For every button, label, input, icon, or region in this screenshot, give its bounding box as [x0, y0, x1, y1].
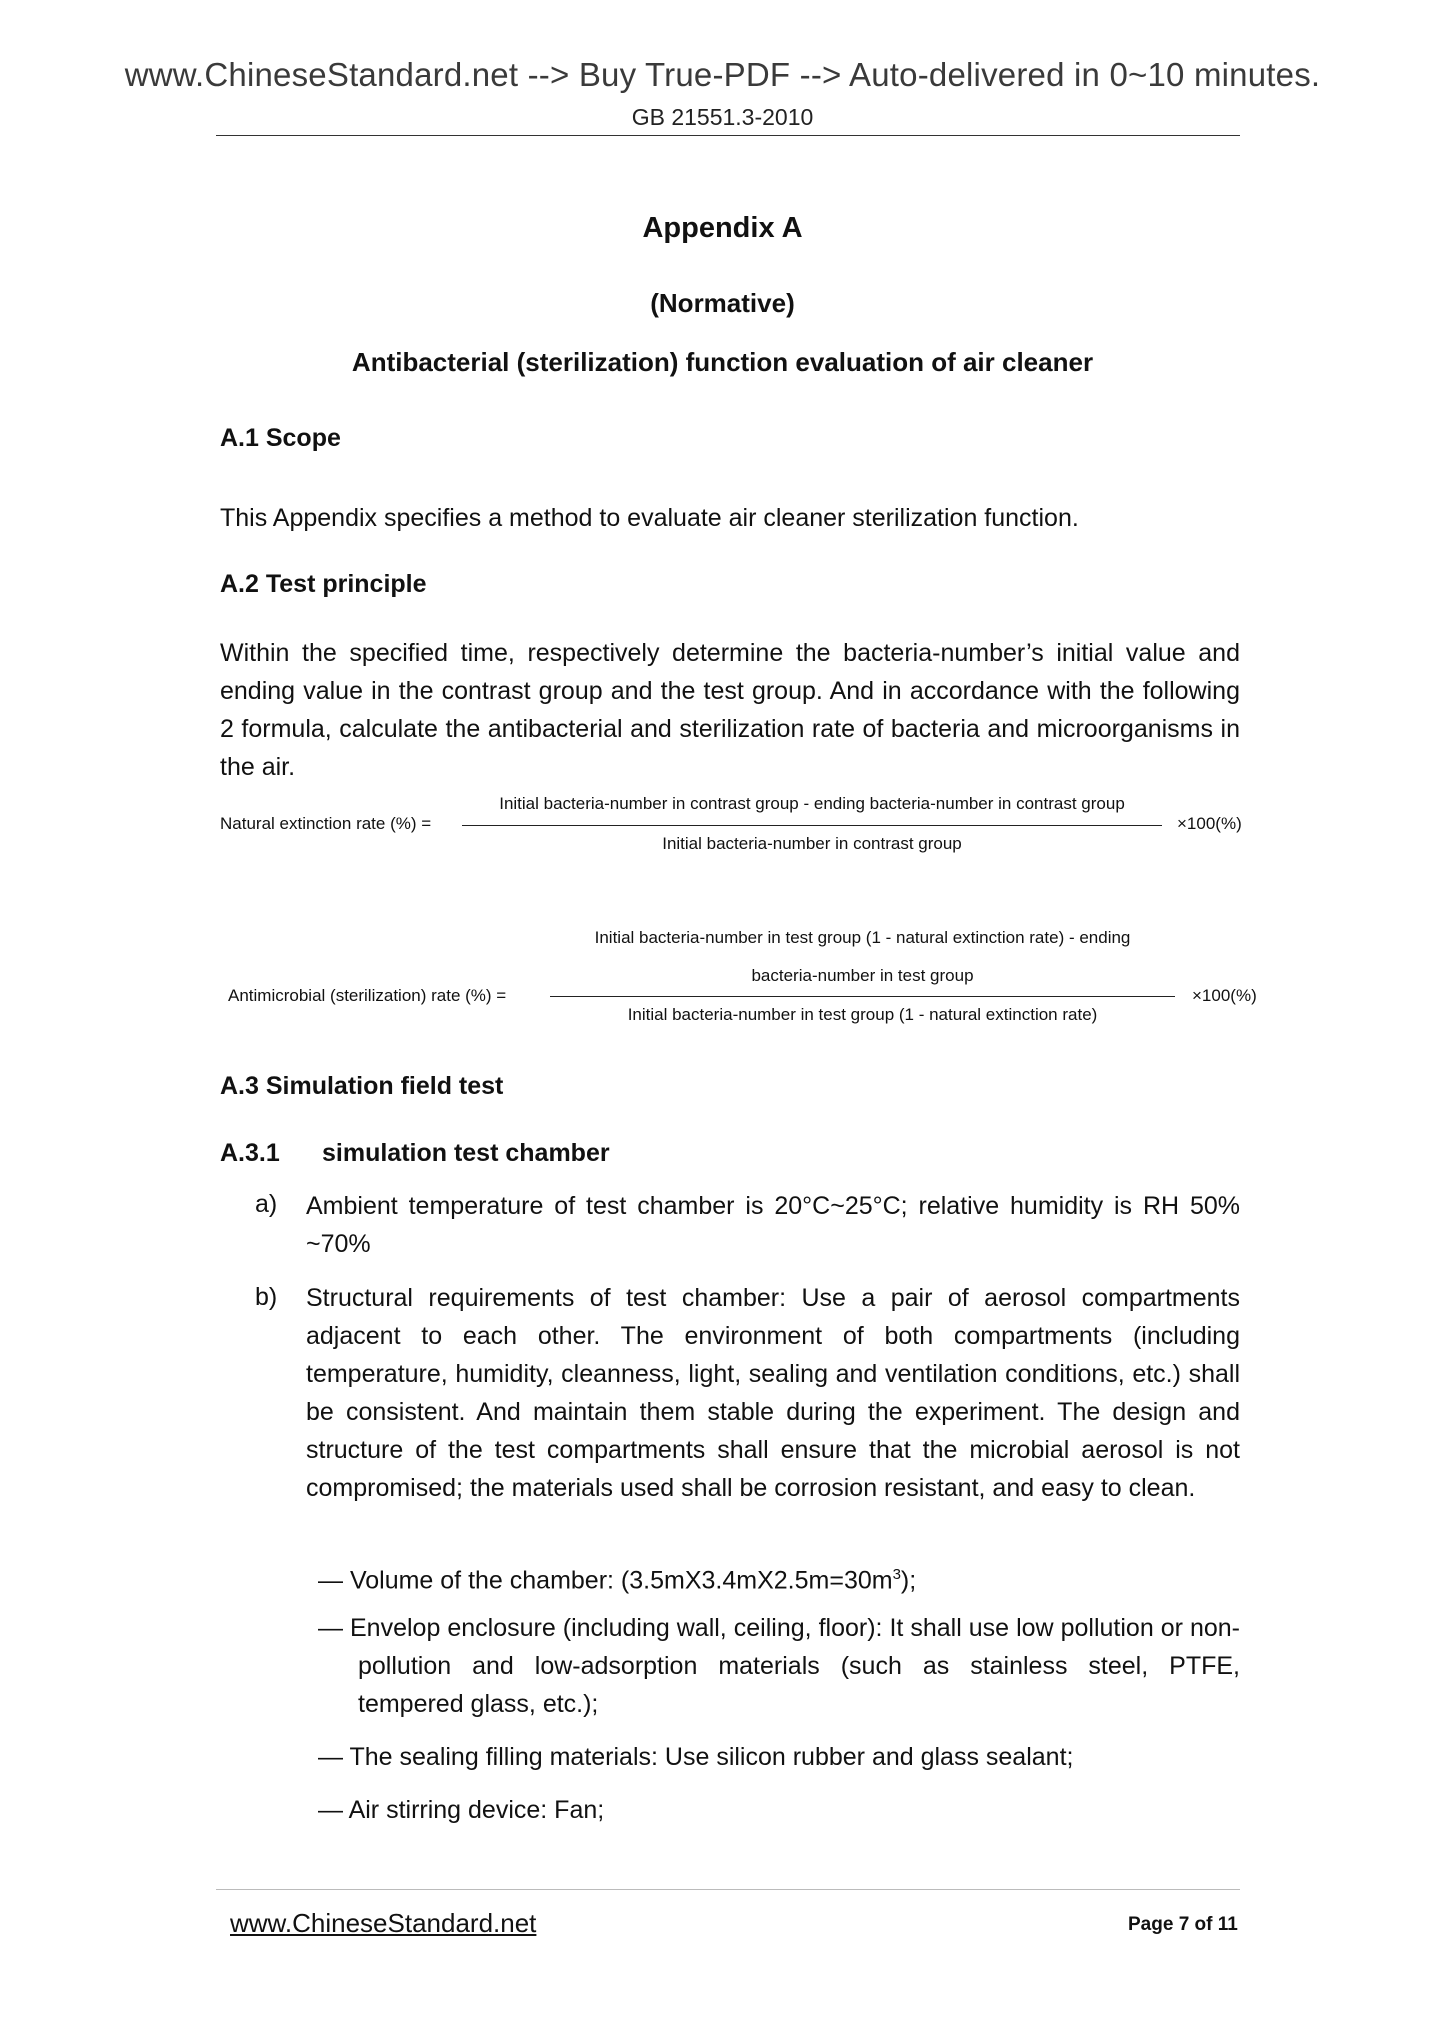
header-divider: [216, 135, 1240, 136]
page-number: [1128, 1914, 1238, 1936]
formula1-denominator: Initial bacteria-number in contrast group: [662, 834, 962, 853]
list-item-a-text: Ambient temperature of test chamber is 20°C~25°C; relative humidity is RH 50% ~70%: [306, 1192, 1240, 1258]
header-banner: www.ChineseStandard.net --> Buy True-PDF --> Auto-delivered in 0~10 minutes.: [124, 56, 1321, 93]
formula2-numerator-line1: Initial bacteria-number in test group (1 - natural extinction rate) - ending: [594, 928, 1131, 947]
footer-link[interactable]: www.ChineseStandard.net: [230, 1908, 537, 1938]
page-of: of: [1189, 1914, 1218, 1935]
section-a1-heading: A.1 Scope: [220, 424, 341, 452]
dash-item-volume: [318, 1556, 1240, 1599]
formula2-fraction-bar: [550, 996, 1175, 997]
formula1-fraction-bar: [462, 825, 1162, 826]
dash-item-volume-text: — Volume of the chamber: (3.5mX3.4mX2.5m=30m: [318, 1566, 893, 1595]
section-a31-title: simulation test chamber: [322, 1139, 610, 1167]
formula2-multiplier: ×100(%): [1192, 986, 1257, 1005]
standard-number: GB 21551.3-2010: [631, 104, 814, 130]
appendix-heading: Antibacterial (sterilization) function evaluation of air cleaner: [351, 347, 1094, 377]
section-a3-heading: A.3 Simulation field test: [220, 1072, 504, 1100]
formula1-numerator: Initial bacteria-number in contrast group - ending bacteria-number in contrast group: [499, 794, 1125, 813]
dash-item-volume-end: );: [900, 1566, 917, 1595]
formula2-label: Antimicrobial (sterilization) rate (%) =: [228, 986, 507, 1005]
list-item-b-text: Structural requirements of test chamber: Use a pair of aerosol compartments adjacent to each other. The environment of both compartments (including temperature, humidity, cleanness, light, sealing and ventilation conditions, etc.) shall be consistent. And maintain them stable during the experiment. The design and structure of the test compartments shall ensure that the microbial aerosol is not compromised; the materials used shall be corrosion resistant, and easy to clean.: [306, 1284, 1240, 1502]
formula1-multiplier: ×100(%): [1177, 814, 1242, 833]
formula2-numerator-line2: bacteria-number in test group: [751, 966, 974, 985]
list-item-b-marker: b): [255, 1283, 278, 1311]
formula2-denominator: Initial bacteria-number in test group (1 - natural extinction rate): [627, 1005, 1098, 1024]
section-a2-text: Within the specified time, respectively determine the bacteria-number’s initial value and ending value in the contrast group and the test group. And in accordance with the following 2 formula, calculate the antibacterial and sterilization rate of bacteria and microorganisms in the air.: [220, 639, 1240, 781]
section-a2-heading: A.2 Test principle: [220, 570, 427, 598]
formula1-label: Natural extinction rate (%) =: [220, 814, 432, 833]
dash-item-volume-sup: 3: [892, 1566, 901, 1583]
dash-item-fan: — Air stirring device: Fan;: [318, 1796, 605, 1824]
dash-item-sealing: — The sealing filling materials: Use silicon rubber and glass sealant;: [318, 1743, 1074, 1771]
list-item-a-marker: a): [255, 1190, 278, 1218]
footer-divider: [216, 1889, 1240, 1890]
page-total: 11: [1217, 1914, 1238, 1935]
page-current: 7: [1178, 1914, 1190, 1935]
dash-item-enclosure: — Envelop enclosure (including wall, ceiling, floor): It shall use low pollution or non-pollution and low-adsorption materials (such as stainless steel, PTFE, tempered glass, etc.);: [318, 1614, 1240, 1718]
section-a31-number: A.3.1: [220, 1139, 280, 1167]
page-prefix: Page: [1128, 1914, 1179, 1935]
section-a1-text: This Appendix specifies a method to evaluate air cleaner sterilization function.: [220, 504, 1079, 532]
appendix-title: Appendix A: [642, 212, 803, 244]
appendix-subtitle: (Normative): [650, 288, 795, 318]
